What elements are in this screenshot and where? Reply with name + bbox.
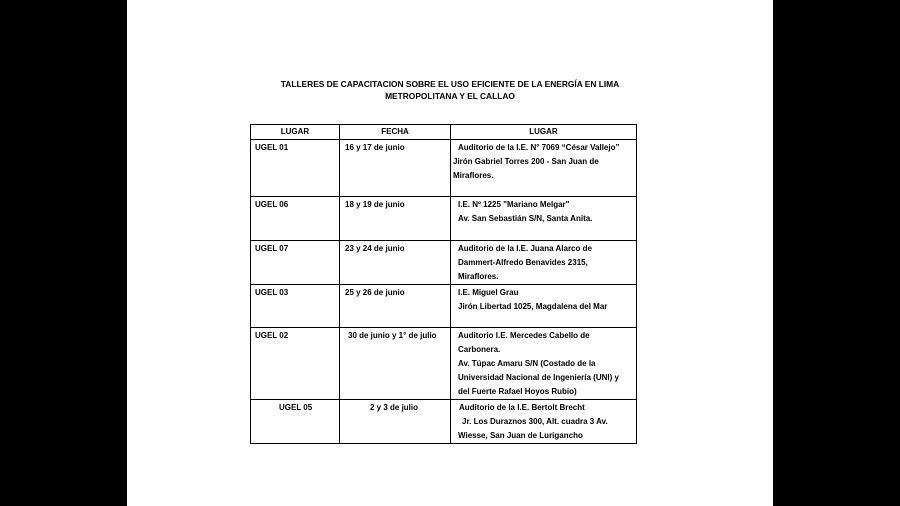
cell-lugar: UGEL 02 — [251, 328, 340, 400]
cell-lugar: UGEL 06 — [251, 197, 340, 241]
address-line: I.E. Miguel Grau — [458, 288, 519, 297]
cell-lugar: UGEL 01 — [251, 140, 340, 197]
cell-fecha: 25 y 26 de junio — [340, 285, 451, 328]
cell-direccion — [451, 285, 637, 328]
address-line: Dammert-Alfredo Benavides 2315, — [458, 258, 588, 267]
header-fecha: FECHA — [340, 125, 451, 140]
cell-direccion — [451, 328, 637, 400]
cell-direccion — [451, 197, 637, 241]
cell-lugar: UGEL 07 — [251, 241, 340, 285]
cell-fecha: 30 de junio y 1° de julio — [340, 328, 451, 400]
cell-fecha: 16 y 17 de junio — [340, 140, 451, 197]
table-row — [251, 241, 637, 285]
address-line: Jr. Los Duraznos 300, Alt. cuadra 3 Av. — [462, 417, 608, 426]
header-lugar-address: LUGAR — [451, 125, 637, 140]
address-line: Universidad Nacional de Ingeniería (UNI) y — [458, 373, 619, 382]
title-line-2: METROPOLITANA Y EL CALLAO — [385, 91, 515, 101]
cell-lugar: UGEL 05 — [251, 400, 340, 444]
address-line: Av. San Sebastián S/N, Santa Anita. — [458, 214, 593, 223]
address-line: Auditorio I.E. Mercedes Cabello de — [458, 331, 590, 340]
document-title — [127, 78, 773, 102]
address-line: Auditorio de la I.E. Juana Alarco de — [458, 244, 592, 253]
table-row — [251, 140, 637, 197]
table-row — [251, 328, 637, 400]
cell-direccion — [451, 400, 637, 444]
header-row — [251, 125, 637, 140]
address-line: Miraflores. — [453, 171, 494, 180]
address-line: del Fuerte Rafael Hoyos Rubio) — [458, 387, 577, 396]
address-line: Jirón Libertad 1025, Magdalena del Mar — [458, 302, 608, 311]
header-lugar: LUGAR — [251, 125, 340, 140]
address-line: Auditorio de la I.E. Bertolt Brecht — [459, 403, 585, 412]
address-line: Jirón Gabriel Torres 200 - San Juan de — [453, 157, 599, 166]
table-row — [251, 197, 637, 241]
cell-direccion — [451, 241, 637, 285]
document-page — [127, 0, 773, 506]
table-row — [251, 285, 637, 328]
address-line: Carbonera. — [458, 345, 501, 354]
address-line: Auditorio de la I.E. N° 7069 “César Vallejo” — [458, 143, 620, 152]
address-line: I.E. Nº 1225 "Mariano Melgar" — [458, 200, 570, 209]
cell-fecha: 23 y 24 de junio — [340, 241, 451, 285]
address-line: Wiesse, San Juan de Lurigancho — [458, 431, 583, 440]
cell-fecha: 2 y 3 de julio — [340, 400, 451, 444]
table-row — [251, 400, 637, 444]
schedule-table — [250, 124, 637, 444]
address-line: Miraflores. — [458, 272, 499, 281]
address-line: Av. Túpac Amaru S/N (Costado de la — [458, 359, 596, 368]
title-line-1: TALLERES DE CAPACITACION SOBRE EL USO EFICIENTE DE LA ENERGÍA EN LIMA — [280, 79, 620, 89]
cell-direccion — [451, 140, 637, 197]
cell-fecha: 18 y 19 de junio — [340, 197, 451, 241]
cell-lugar: UGEL 03 — [251, 285, 340, 328]
